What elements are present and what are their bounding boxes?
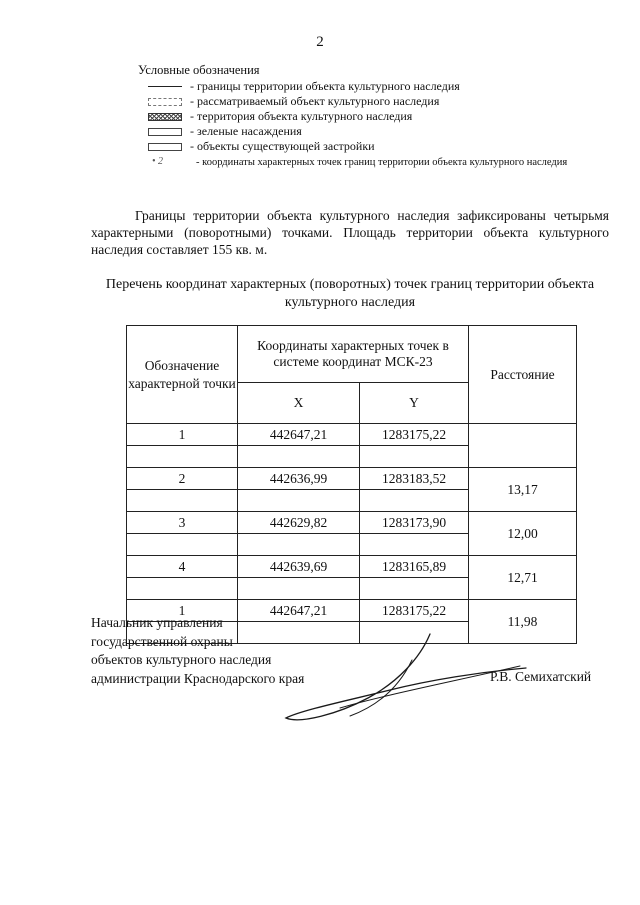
- distance-cell-empty: [469, 424, 577, 468]
- legend-item-label: - границы территории объекта культурного наследия: [190, 79, 460, 93]
- point-cell: 2: [127, 468, 238, 490]
- header-x: X: [238, 383, 360, 424]
- y-cell-empty: [360, 578, 469, 600]
- header-coordinates: Координаты характерных точек в системе координат МСК-23: [238, 326, 469, 383]
- coordinates-table: [126, 325, 577, 644]
- y-cell-empty: [360, 534, 469, 556]
- y-cell-empty: [360, 490, 469, 512]
- point-cell: 1: [127, 600, 238, 622]
- legend-item: [138, 154, 568, 169]
- x-cell: 442647,21: [238, 600, 360, 622]
- legend-item-label: - объекты существующей застройки: [190, 139, 375, 153]
- point-cell: 1: [127, 424, 238, 446]
- x-cell-empty: [238, 446, 360, 468]
- y-cell: 1283175,22: [360, 424, 469, 446]
- legend: [138, 63, 568, 169]
- x-cell-empty: [238, 490, 360, 512]
- table-row: [127, 556, 577, 578]
- legend-item: [138, 109, 413, 124]
- table-header-row: [127, 326, 577, 383]
- boundary-line-symbol: [148, 86, 182, 87]
- distance-cell: 11,98: [469, 600, 577, 644]
- distance-cell: 13,17: [469, 468, 577, 512]
- legend-item-label: - координаты характерных точек границ территории объекта культурного наследия: [196, 157, 568, 168]
- table-row: [127, 512, 577, 534]
- legend-item: [138, 79, 460, 94]
- hatched-box-symbol: [148, 113, 182, 121]
- legend-item: [138, 94, 440, 109]
- plain-box-symbol: [148, 128, 182, 136]
- y-cell: 1283183,52: [360, 468, 469, 490]
- header-distance: Расстояние: [469, 326, 577, 424]
- page-number: 2: [316, 34, 324, 50]
- header-y: Y: [360, 383, 469, 424]
- plain-box-symbol: [148, 143, 182, 151]
- x-cell: 442647,21: [238, 424, 360, 446]
- legend-item-label: - территория объекта культурного наследия: [190, 109, 413, 123]
- x-cell: 442629,82: [238, 512, 360, 534]
- signatory-title-line: объектов культурного наследия: [91, 652, 272, 667]
- table-title: Перечень координат характерных (поворотных) точек границ территории объекта культурного наследия: [105, 277, 595, 310]
- table-row: [127, 424, 577, 446]
- point-cell-empty: [127, 578, 238, 600]
- description-paragraph: Границы территории объекта культурного наследия зафиксированы четырьмя характерными (поворотными) точками. Площадь территории объекта культурного наследия составляет 155 кв. м.: [91, 208, 609, 257]
- y-cell: 1283165,89: [360, 556, 469, 578]
- header-point: Обозначение характерной точки: [127, 326, 238, 424]
- table-row: [127, 468, 577, 490]
- legend-item: [138, 124, 302, 139]
- signatory-name: Р.В. Семихатский: [490, 669, 592, 684]
- point-mark-symbol: • 2: [152, 156, 164, 167]
- x-cell: 442639,69: [238, 556, 360, 578]
- distance-cell: 12,00: [469, 512, 577, 556]
- legend-title: Условные обозначения: [138, 63, 260, 77]
- x-cell-empty: [238, 578, 360, 600]
- x-cell: 442636,99: [238, 468, 360, 490]
- signatory-title-line: администрации Краснодарского края: [91, 670, 305, 686]
- point-cell-empty: [127, 446, 238, 468]
- y-cell: 1283173,90: [360, 512, 469, 534]
- dashed-box-symbol: [148, 98, 182, 106]
- point-cell-empty: [127, 490, 238, 512]
- signatory-title: [91, 614, 304, 688]
- signatory-title-line: государственной охраны: [91, 633, 233, 649]
- legend-item-label: - рассматриваемый объект культурного наследия: [190, 94, 440, 108]
- point-cell: 4: [127, 556, 238, 578]
- legend-item: [138, 139, 375, 154]
- signatory-title-line: Начальник управления: [91, 615, 223, 630]
- y-cell: 1283175,22: [360, 600, 469, 622]
- legend-item-label: - зеленые насаждения: [190, 124, 302, 138]
- y-cell-empty: [360, 446, 469, 468]
- distance-cell: 12,71: [469, 556, 577, 600]
- point-cell-empty: [127, 534, 238, 556]
- x-cell-empty: [238, 534, 360, 556]
- point-cell: 3: [127, 512, 238, 534]
